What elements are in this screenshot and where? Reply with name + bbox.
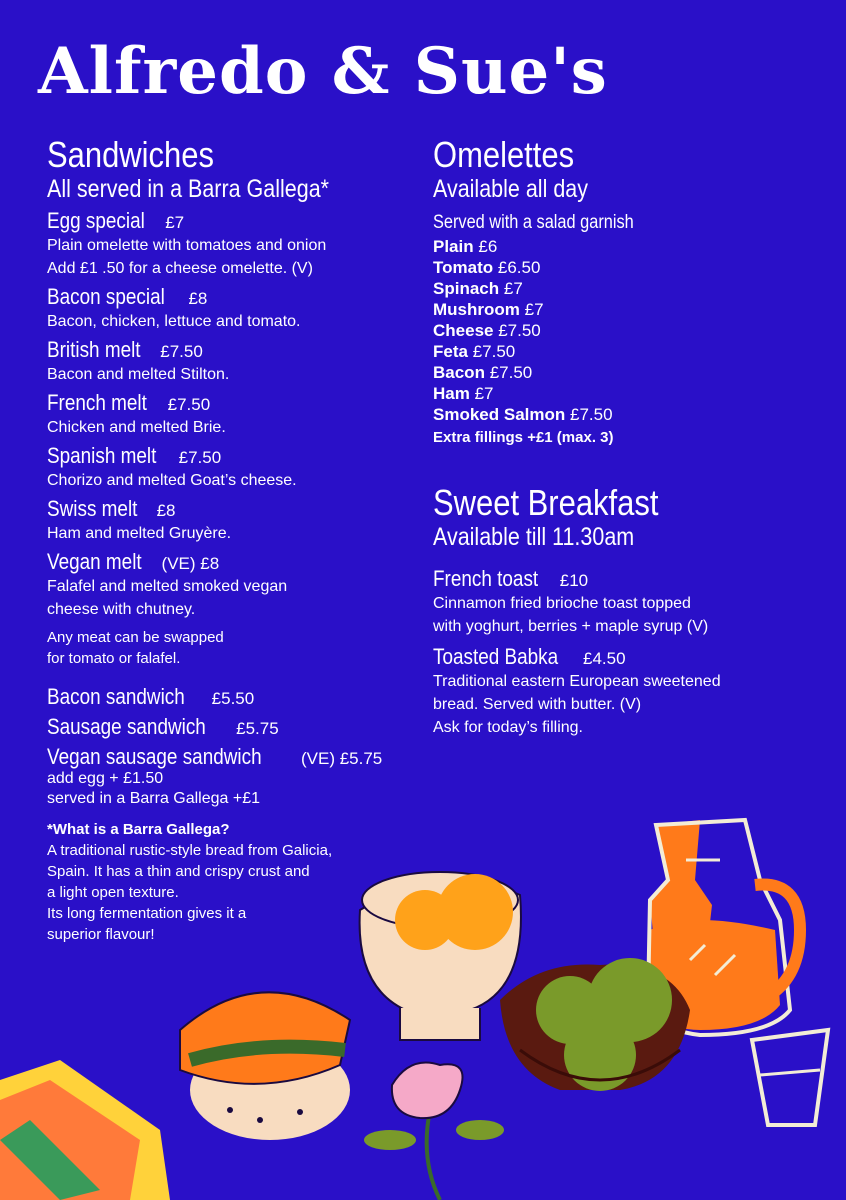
item-name: French melt bbox=[47, 390, 147, 415]
swap-note-line: for tomato or falafel. bbox=[47, 650, 181, 667]
swap-note bbox=[47, 627, 417, 669]
footnote-line: Spain. It has a thin and crispy crust and bbox=[47, 863, 310, 880]
simple-sandwiches bbox=[47, 683, 417, 773]
item-desc: Bacon and melted Stilton. bbox=[47, 366, 230, 383]
item-desc: Ham and melted Gruyère. bbox=[47, 525, 232, 542]
footnote-line: a light open texture. bbox=[47, 884, 179, 901]
menu-item bbox=[47, 208, 417, 280]
item-price: £7 bbox=[503, 279, 523, 298]
extra-fillings: Extra fillings +£1 (max. 3) bbox=[433, 429, 614, 446]
item-price: £7.50 bbox=[498, 321, 541, 340]
menu-item bbox=[47, 496, 417, 545]
omelette-item bbox=[433, 278, 833, 299]
omelette-item bbox=[433, 383, 833, 404]
item-desc: Chicken and melted Brie. bbox=[47, 419, 226, 436]
item-price: £7 bbox=[165, 213, 185, 232]
item-price: £7.50 bbox=[489, 363, 533, 382]
sandwiches-subheading: All served in a Barra Gallega* bbox=[47, 175, 330, 203]
footnote-line: A traditional rustic-style bread from Galicia, bbox=[47, 842, 333, 859]
footnote bbox=[47, 819, 417, 945]
item-desc: Ask for today’s filling. bbox=[433, 719, 583, 736]
item-price: £7.50 bbox=[178, 448, 222, 467]
flower-illustration bbox=[364, 1063, 504, 1200]
item-desc: Falafel and melted smoked vegan bbox=[47, 578, 288, 595]
item-desc: Bacon, chicken, lettuce and tomato. bbox=[47, 313, 301, 330]
swap-note-line: Any meat can be swapped bbox=[47, 629, 224, 646]
item-name: Smoked Salmon bbox=[433, 405, 566, 424]
item-name: British melt bbox=[47, 337, 141, 362]
page-title: Alfredo & Sue's bbox=[38, 34, 608, 109]
menu-item bbox=[433, 644, 833, 739]
item-desc: Add £1 .50 for a cheese omelette. (V) bbox=[47, 260, 313, 277]
omelette-item bbox=[433, 404, 833, 425]
item-price: £7.50 bbox=[167, 395, 211, 414]
item-price: £8 bbox=[188, 289, 208, 308]
item-name: French toast bbox=[433, 566, 539, 591]
item-name: Spanish melt bbox=[47, 443, 157, 468]
item-price: £7.50 bbox=[570, 405, 613, 424]
sweet-section bbox=[433, 484, 833, 739]
item-desc: Traditional eastern European sweetened bbox=[433, 673, 721, 690]
omelette-item bbox=[433, 257, 833, 278]
item-name: Spinach bbox=[433, 279, 500, 298]
item-price: (VE) £5.75 bbox=[300, 749, 383, 768]
omelettes-section bbox=[433, 136, 833, 739]
item-name: Bacon special bbox=[47, 284, 165, 309]
omelettes-subheading: Available all day bbox=[433, 175, 588, 203]
toast-illustration bbox=[0, 1060, 170, 1200]
item-name: Cheese bbox=[433, 321, 494, 340]
item-price: £7.50 bbox=[472, 342, 516, 361]
item-price: £8 bbox=[156, 501, 176, 520]
item-desc: bread. Served with butter. (V) bbox=[433, 696, 642, 713]
item-desc: with yoghurt, berries + maple syrup (V) bbox=[433, 618, 709, 635]
sandwiches-section bbox=[47, 136, 417, 945]
item-desc: Cinnamon fried brioche toast topped bbox=[433, 595, 691, 612]
item-price: £7 bbox=[524, 300, 544, 319]
item-name: Plain bbox=[433, 237, 474, 256]
omelette-item bbox=[433, 299, 833, 320]
item-name: Ham bbox=[433, 384, 470, 403]
menu-item bbox=[47, 390, 417, 439]
sandwiches-heading: Sandwiches bbox=[47, 134, 214, 175]
menu-item bbox=[47, 284, 417, 333]
menu-item bbox=[47, 337, 417, 386]
item-name: Vegan melt bbox=[47, 549, 142, 574]
omelettes-heading: Omelettes bbox=[433, 134, 575, 175]
extra-line: add egg + £1.50 bbox=[47, 770, 164, 787]
item-desc: cheese with chutney. bbox=[47, 601, 196, 618]
footnote-title: *What is a Barra Gallega? bbox=[47, 821, 230, 838]
extras bbox=[47, 769, 417, 809]
item-name: Feta bbox=[433, 342, 468, 361]
sweet-heading: Sweet Breakfast bbox=[433, 482, 659, 523]
item-price: £10 bbox=[559, 571, 589, 590]
item-price: £6.50 bbox=[497, 258, 541, 277]
sweet-subheading: Available till 11.30am bbox=[433, 523, 635, 551]
glass-illustration bbox=[752, 1030, 828, 1125]
omelette-item bbox=[433, 341, 833, 362]
juice-jug-illustration bbox=[648, 820, 800, 1035]
menu-item bbox=[433, 566, 833, 638]
item-price: £6 bbox=[478, 237, 498, 256]
croissant-illustration bbox=[180, 992, 350, 1140]
item-price: £5.50 bbox=[211, 689, 255, 708]
item-name: Bacon bbox=[433, 363, 485, 382]
omelette-item bbox=[433, 320, 833, 341]
item-price: (VE) £8 bbox=[161, 554, 220, 573]
omelette-item bbox=[433, 236, 833, 257]
footnote-line: superior flavour! bbox=[47, 926, 155, 943]
item-name: Sausage sandwich bbox=[47, 714, 206, 739]
item-price: £5.75 bbox=[236, 719, 279, 738]
item-name: Vegan sausage sandwich bbox=[47, 744, 262, 769]
fruit-basket-illustration bbox=[500, 958, 690, 1091]
menu-item bbox=[47, 549, 417, 621]
menu-item bbox=[47, 443, 417, 492]
item-desc: Chorizo and melted Goat’s cheese. bbox=[47, 472, 297, 489]
item-name: Bacon sandwich bbox=[47, 684, 185, 709]
item-desc: Plain omelette with tomatoes and onion bbox=[47, 237, 327, 254]
footnote-line: Its long fermentation gives it a bbox=[47, 905, 247, 922]
item-name: Swiss melt bbox=[47, 496, 138, 521]
item-name: Tomato bbox=[433, 258, 494, 277]
item-name: Egg special bbox=[47, 208, 145, 233]
item-price: £4.50 bbox=[583, 649, 626, 668]
item-price: £7 bbox=[474, 384, 494, 403]
served-note: Served with a salad garnish bbox=[433, 212, 634, 233]
omelette-list bbox=[433, 236, 833, 448]
omelette-item bbox=[433, 362, 833, 383]
item-name: Mushroom bbox=[433, 300, 520, 319]
item-price: £7.50 bbox=[160, 342, 203, 361]
item-name: Toasted Babka bbox=[433, 644, 559, 669]
extra-line: served in a Barra Gallega +£1 bbox=[47, 790, 261, 807]
